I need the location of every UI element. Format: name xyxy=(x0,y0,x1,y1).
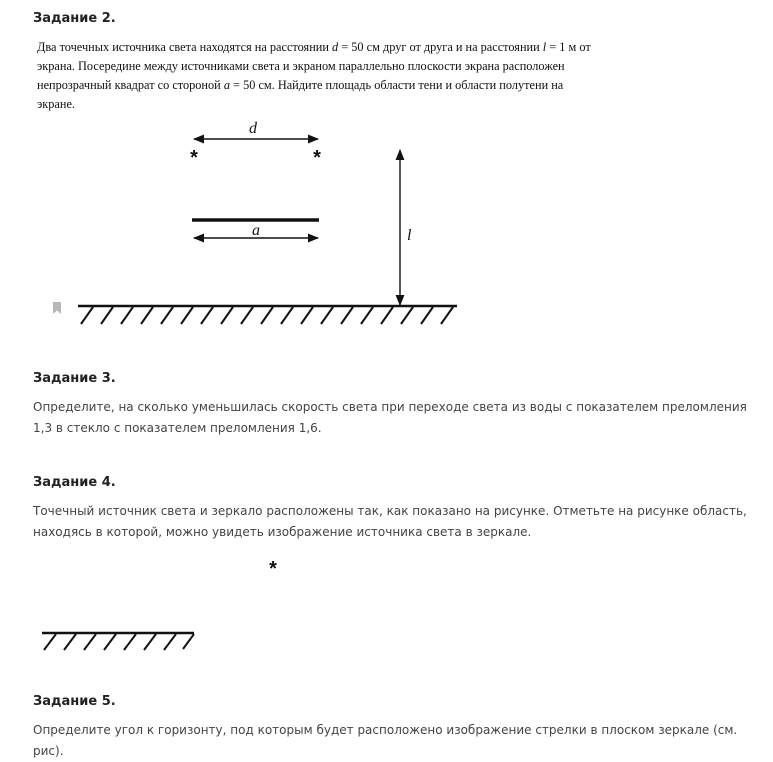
screen-surface xyxy=(78,306,457,324)
label-d: d xyxy=(249,120,257,137)
task-5-heading: Задание 5. xyxy=(33,694,116,709)
task-3-heading: Задание 3. xyxy=(33,371,116,386)
task-4-mirror xyxy=(42,633,194,650)
task-4-light-source-icon: * xyxy=(269,558,277,580)
task-2-text: Два точечных источника света находятся на расстоянии d = 50 см друг от друга и на расстоянии l = 1 м от экрана. Посередине между источниками света и экраном параллельно плоскости экрана расположен непрозрачный квадрат со стороной a = 50 см. Найдите площадь области тени и области полутени на экране. xyxy=(37,40,591,111)
label-l: l xyxy=(407,227,412,244)
bookmark-icon[interactable] xyxy=(52,302,62,314)
light-source-left-icon: * xyxy=(190,147,198,169)
label-a: a xyxy=(252,222,260,239)
task-4-heading: Задание 4. xyxy=(33,475,116,490)
task-2-heading: Задание 2. xyxy=(33,11,116,26)
task-5-text: Определите угол к горизонту, под которым будет расположено изображение стрелки в плоском зеркале (см. рис). xyxy=(33,723,738,758)
task-3-text: Определите, на сколько уменьшилась скорость света при переходе света из воды с показателем преломления 1,3 в стекло с показателем преломления 1,6. xyxy=(33,400,747,435)
light-source-right-icon: * xyxy=(313,147,321,169)
task-4-text: Точечный источник света и зеркало расположены так, как показано на рисунке. Отметьте на рисунке область, находясь в которой, можно увидеть изображение источника света в зеркале. xyxy=(33,504,747,539)
